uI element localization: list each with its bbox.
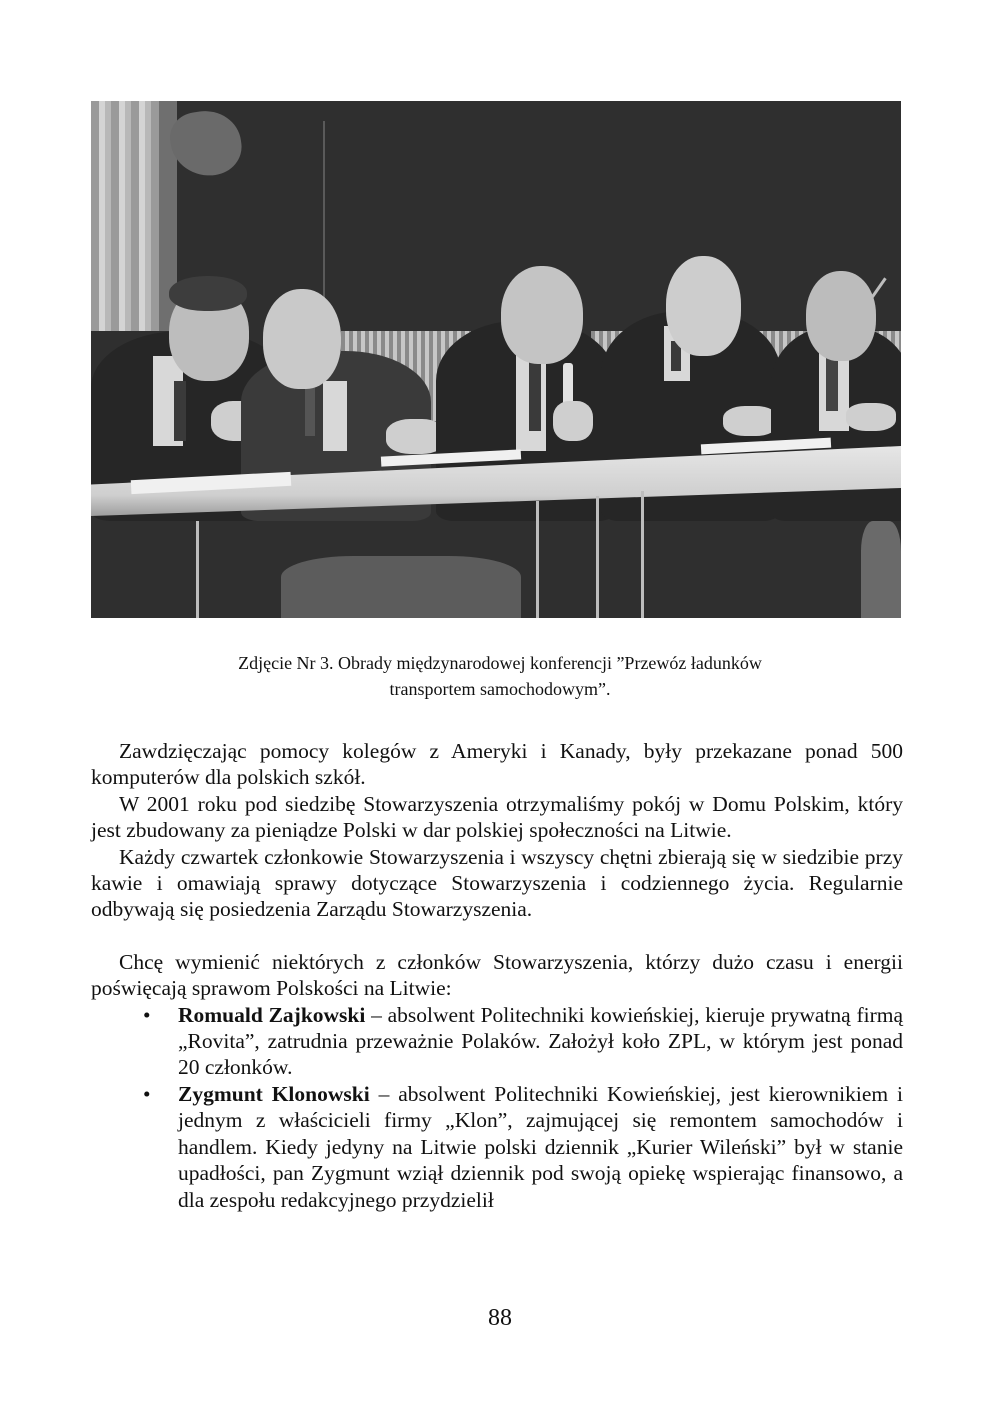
caption-line-1: Zdjęcie Nr 3. Obrady międzynarodowej konferencji ”Przewóz ładunków (238, 653, 762, 673)
bullet-icon: • (143, 1002, 151, 1027)
member-name: Zygmunt Klonowski (178, 1081, 370, 1106)
chair-back (281, 556, 521, 618)
paragraph: Każdy czwartek członkowie Stowarzyszenia i wszyscy chętni zbierają się w siedzibie przy kawie i omawiają sprawy dotyczące Stowarzyszenia i codziennego życia. Regularnie odbywają się posiedzenia Zarządu Stowarzyszenia. (91, 844, 903, 922)
table-leg (641, 491, 644, 618)
person-2-shirt (323, 381, 347, 451)
bullet-icon: • (143, 1081, 151, 1106)
caption-line-2: transportem samochodowym”. (389, 679, 611, 699)
person-5-head (806, 271, 876, 361)
person-1-tie (174, 381, 186, 441)
body-text (91, 738, 903, 1213)
person-3-tie (529, 361, 541, 431)
member-list (91, 1002, 903, 1213)
person-2-head (263, 289, 341, 389)
photo-caption (150, 650, 850, 702)
table-leg (536, 501, 539, 618)
list-item (91, 1002, 903, 1081)
person-3-hand (553, 401, 593, 441)
member-name: Romuald Zajkowski (178, 1002, 366, 1027)
conference-photo (91, 101, 901, 618)
chair-back (861, 521, 901, 618)
paragraph: Zawdzięczając pomocy kolegów z Ameryki i Kanady, były przekazane ponad 500 komputerów dla polskich szkół. (91, 739, 903, 790)
paragraph: Chcę wymienić niektórych z członków Stowarzyszenia, którzy dużo czasu i energii poświęcają sprawom Polskości na Litwie: (91, 949, 903, 1001)
list-item (91, 1081, 903, 1213)
stage-curtain (91, 101, 159, 331)
person-1-hair (169, 276, 247, 311)
member-description: – absolwent Politechniki kowieńskiej, kieruje prywatną firmą „Rovita”, zatrudnia przeważnie Polaków. Założył koło ZPL, w którym jest ponad 20 członków. (178, 1002, 904, 1080)
member-description: – absolwent Politechniki Kowieńskiej, jest kierownikiem i jednym z właścicieli firmy „Klon”, zajmującej się remontem samochodów i handlem. Kiedy jedyny na Litwie polski dziennik „Kurier Wileński” był w stanie upadłości, pan Zygmunt wziął dziennik pod swoją opiekę wspierając finansowo, a dla zespołu redakcyjnego przydzielił (178, 1081, 903, 1212)
table-leg (596, 496, 599, 618)
table-leg (196, 521, 199, 618)
paragraph: W 2001 roku pod siedzibę Stowarzyszenia otrzymaliśmy pokój w Domu Polskim, który jest zbudowany za pieniądze Polski w dar polskiej społeczności na Litwie. (91, 791, 903, 843)
flag (167, 106, 245, 180)
page-number: 88 (488, 1305, 512, 1331)
person-4-hand (723, 406, 778, 436)
person-2-tie (305, 386, 315, 436)
person-5-hand (846, 403, 896, 431)
person-4-head (666, 256, 741, 356)
person-3-head (501, 266, 583, 364)
